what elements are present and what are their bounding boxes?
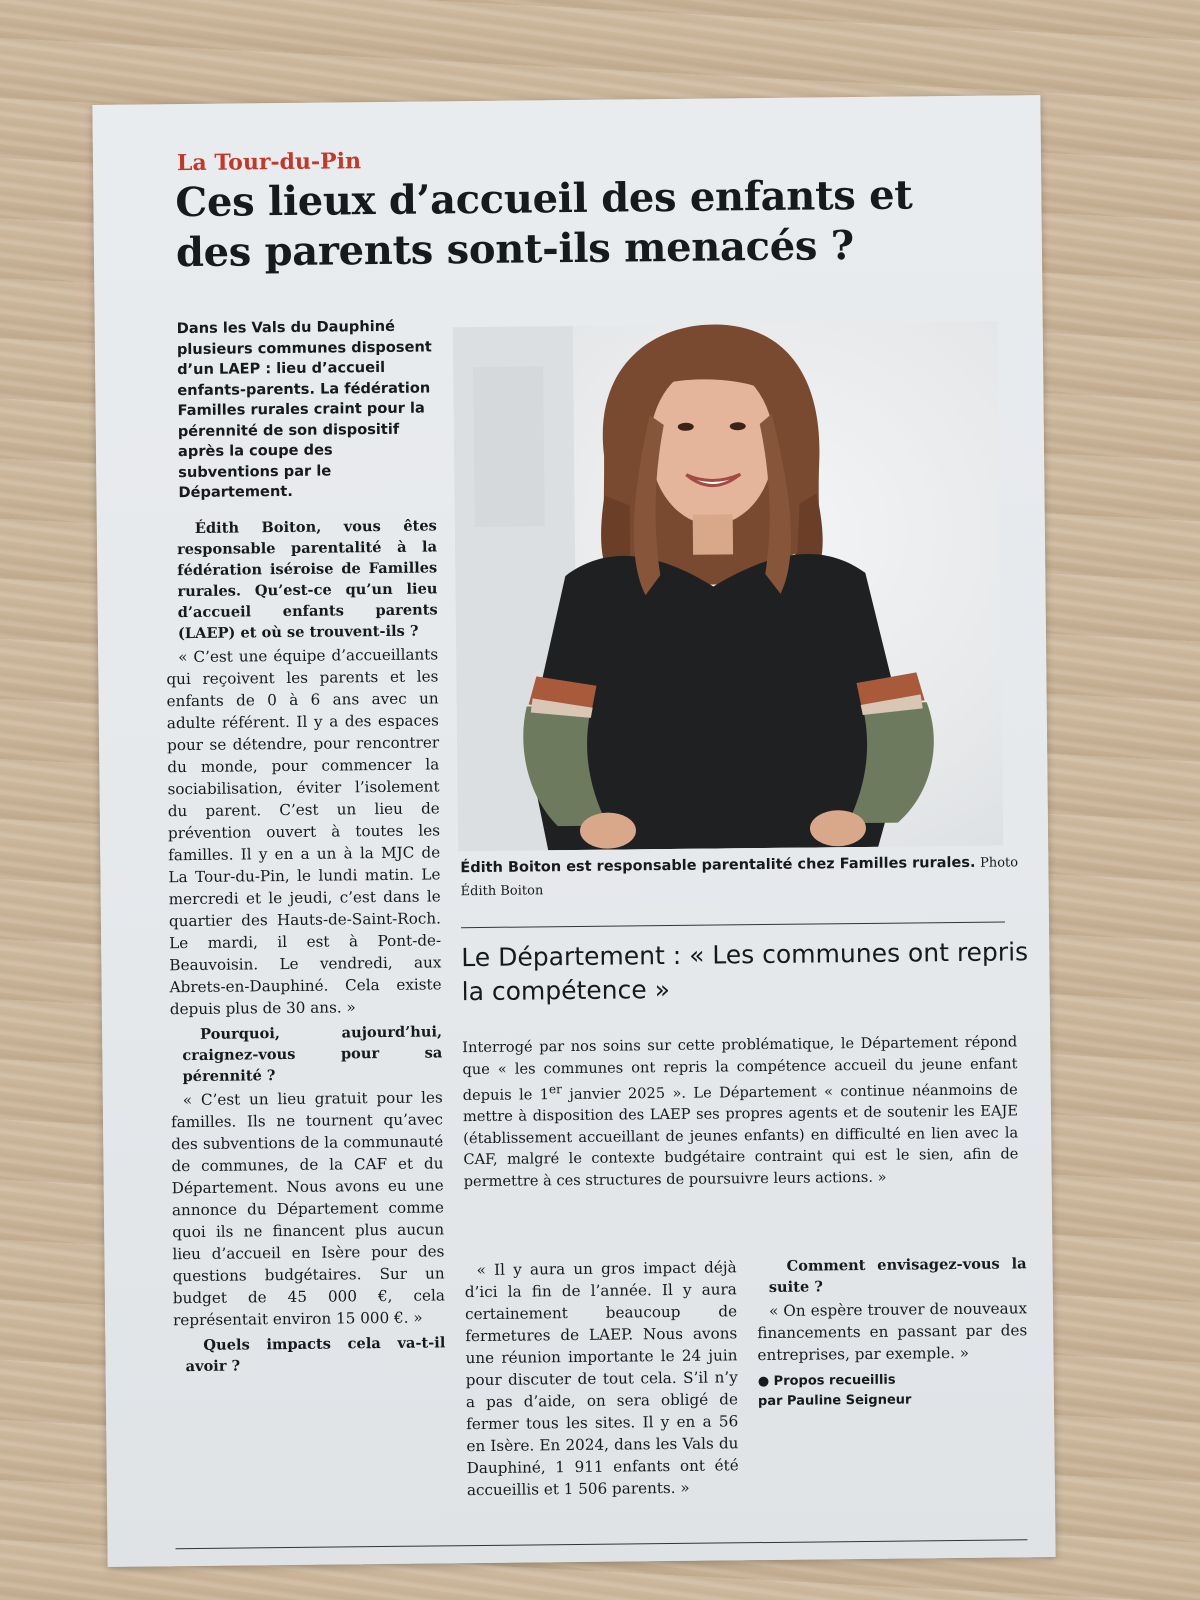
box-text-superscript: er bbox=[548, 1082, 563, 1097]
bottom-rule bbox=[175, 1539, 1027, 1549]
column-left bbox=[163, 316, 446, 1378]
column-middle bbox=[464, 1256, 739, 1505]
newspaper-clipping bbox=[92, 95, 1055, 1567]
answer-1: « C’est une équipe d’accueillants qui reçoivent les parents et les enfants de 0 à 6 ans avec un adulte référent. Il y a des espaces pour se détendre, pour rencontrer du monde, pour commencer la sociabilisation, éviter l’isolement du parent. C’est un lieu de prévention ouvert à toutes les familles. Il y en a un à la MJC de La Tour-du-Pin, le lundi matin. Le mercredi et le jeudi, c’est dans le quartier des Hauts-de-Saint-Roch. Le mardi, il est à Pont-de-Beauvoisin. Le vendredi, aux Abrets-en-Dauphiné. Cela existe depuis plus de 30 ans. » bbox=[166, 644, 442, 1018]
column-right bbox=[756, 1253, 1028, 1412]
question-1: Édith Boiton, vous êtes responsable parentalité à la fédération iséroise de Familles rurales. Qu’est-ce qu’un lieu d’accueil enfants parents (LAEP) et où se trouvent-ils ? bbox=[176, 516, 438, 642]
signature-line-2: par Pauline Seigneur bbox=[757, 1392, 912, 1410]
answer-2: « C’est un lieu gratuit pour les familles. Ils ne tournent qu’avec des subventions de la communauté de communes, de la CAF et du Département. Nous avons eu une annonce du Département comme quoi ils ne financent plus aucun lieu d’accueil en Isère pour des questions budgétaires. Sur un budget de 45 000 €, cela représentait environ 15 000 €. » bbox=[170, 1087, 445, 1329]
portrait-photo bbox=[453, 322, 1003, 852]
article-lead: Dans les Vals du Dauphiné plusieurs communes disposent d’un LAEP : lieu d’accueil enfants-parents. La fédération Familles rurales craint pour la pérennité de son dispositif après la coupe des subventions par le Département. bbox=[176, 317, 432, 502]
box-text-part1: Interrogé par nos soins sur cette problématique, le Département répond que « les communes ont repris la compétence accueil du jeune enfant depuis le 1 bbox=[462, 1033, 1018, 1105]
answer-3: « Il y aura un gros impact déjà d’ici la fin de l’année. Il y aura certainement beaucoup de fermetures de LAEP. Nous avons une réunion importante le 24 juin pour discuter de tout cela. S’il n’y a pas d’aide, on sera obligé de fermer tous les sites. Il y en a 56 en Isère. En 2024, dans les Vals du Dauphiné, 1 911 enfants ont été accueillis et 1 506 parents. » bbox=[464, 1258, 739, 1500]
box-headline: Le Département : « Les communes ont repris la compétence » bbox=[461, 937, 1029, 1007]
box-text-part2: janvier 2025 ». Le Département « continue néanmoins de mettre à disposition des LAEP ses propres agents et de soutenir les EAJE (établissement accueillant de jeunes enfants) en difficulté en lien avec la CAF, malgré le contexte budgétaire contraint qui est le sien, afin de permettre à ces structures de poursuivre leurs actions. » bbox=[462, 1081, 1019, 1191]
answer-4: « On espère trouver de nouveaux financements en passant par des entreprises, par exemple. » bbox=[757, 1299, 1028, 1365]
question-3: Quels impacts cela va-t-il avoir ? bbox=[185, 1333, 446, 1375]
signature-line-1: ● Propos recueillis bbox=[757, 1372, 896, 1390]
photo-credit: Photo Édith Boiton bbox=[460, 855, 1019, 900]
box-text bbox=[462, 1031, 1019, 1192]
section-kicker: La Tour-du-Pin bbox=[176, 148, 362, 177]
portrait-illustration bbox=[453, 322, 1003, 852]
signature bbox=[758, 1369, 1028, 1412]
photo-caption bbox=[460, 851, 1020, 903]
caption-text: Édith Boiton est responsable parentalité chez Familles rurales. bbox=[460, 854, 976, 877]
article-title: Ces lieux d’accueil des enfants et des parents sont-ils menacés ? bbox=[175, 171, 913, 277]
question-4: Comment envisagez-vous la suite ? bbox=[768, 1255, 1027, 1296]
box-divider-top bbox=[461, 921, 1005, 928]
question-2: Pourquoi, aujourd’hui, craignez-vous pour sa pérennité ? bbox=[182, 1022, 443, 1085]
